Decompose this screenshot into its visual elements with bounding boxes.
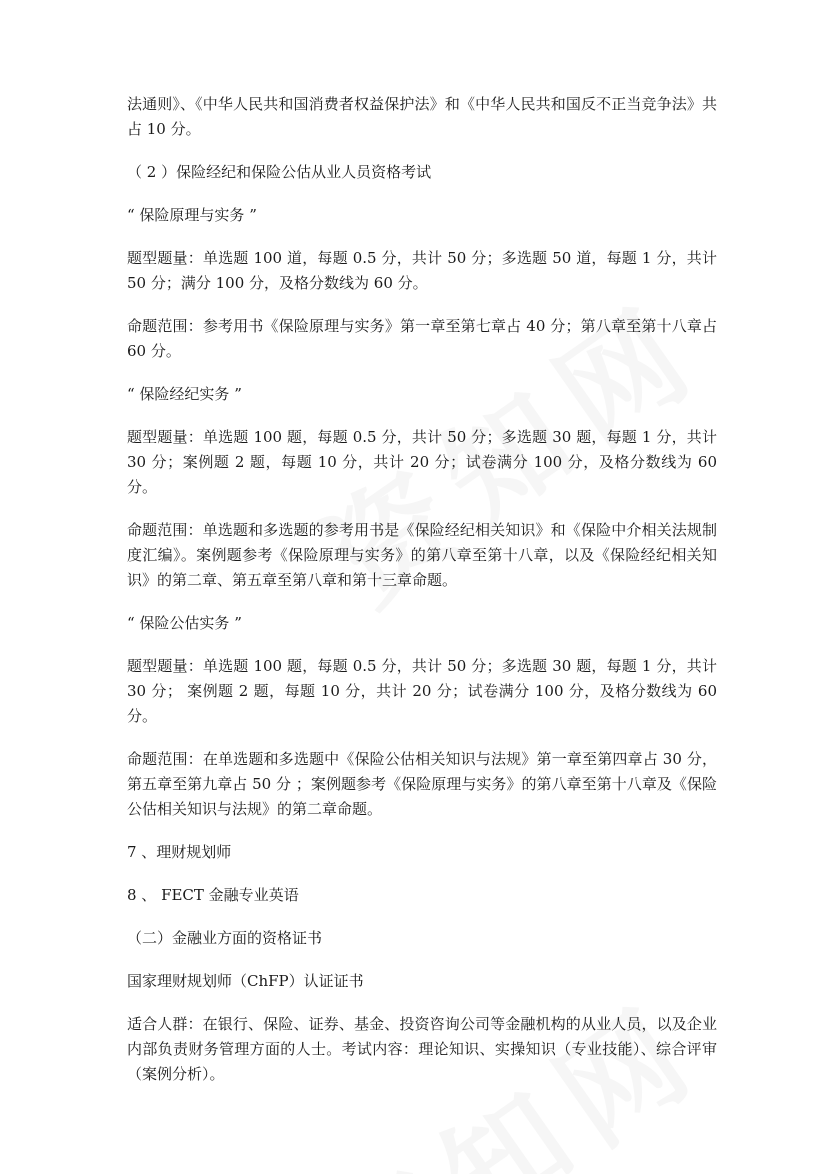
document-body — [127, 92, 717, 1105]
paragraph-exam-scope: 命题范围：在单选题和多选题中《保险公估相关知识与法规》第一章至第四章占 30 分，第五章至第九章占 50 分 ；案例题参考《保险原理与实务》的第八章至第十八章及《保险公估相关知识与法规》的第二章命题。 — [127, 750, 717, 818]
paragraph-question-format: 题型题量：单选题 100 题，每题 0.5 分，共计 50 分；多选题 30 题，每题 1 分，共计 30 分；案例题 2 题，每题 10 分，共计 20 分；试卷满分 100 分，及格分数线为 60 分。 — [127, 428, 717, 496]
paragraph-law-continuation: 法通则》、《中华人民共和国消费者权益保护法》和《中华人民共和国反不正当竞争法》共占 10 分。 — [127, 95, 717, 138]
subject-title-broker-practice: “ 保险经纪实务 ” — [127, 385, 242, 403]
list-item-financial-planner: 7 、理财规划师 — [127, 843, 232, 861]
paragraph-exam-scope: 命题范围：单选题和多选题的参考用书是《保险经纪相关知识》和《保险中介相关法规制度汇编》。案例题参考《保险原理与实务》的第八章至第十八章，以及《保险经纪相关知识》的第二章、第五章至第八章和第十三章命题。 — [127, 521, 717, 589]
certificate-title-chfp: 国家理财规划师（ChFP）认证证书 — [127, 972, 364, 990]
subject-title-assessor-practice: “ 保险公估实务 ” — [127, 614, 242, 632]
section-heading-broker-assessor-exam: （ 2 ）保险经纪和保险公估从业人员资格考试 — [127, 163, 432, 181]
list-item-fect-english: 8 、 FECT 金融专业英语 — [127, 886, 299, 904]
paragraph-exam-scope: 命题范围：参考用书《保险原理与实务》第一章至第七章占 40 分；第八章至第十八章占 60 分。 — [127, 317, 717, 360]
paragraph-target-audience: 适合人群：在银行、保险、证券、基金、投资咨询公司等金融机构的从业人员，以及企业内部负责财务管理方面的人士。考试内容：理论知识、实操知识（专业技能）、综合评审（案例分析）。 — [127, 1015, 717, 1083]
paragraph-question-format: 题型题量：单选题 100 题，每题 0.5 分，共计 50 分；多选题 30 题，每题 1 分，共计 30 分； 案例题 2 题，每题 10 分，共计 20 分；试卷满分 100 分，及格分数线为 60 分。 — [127, 657, 717, 725]
subject-title-insurance-principles: “ 保险原理与实务 ” — [127, 206, 257, 224]
paragraph-question-format: 题型题量：单选题 100 道，每题 0.5 分，共计 50 分；多选题 50 道，每题 1 分，共计 50 分；满分 100 分，及格分数线为 60 分。 — [127, 249, 717, 292]
section-heading-finance-certificates: （二）金融业方面的资格证书 — [127, 929, 323, 947]
